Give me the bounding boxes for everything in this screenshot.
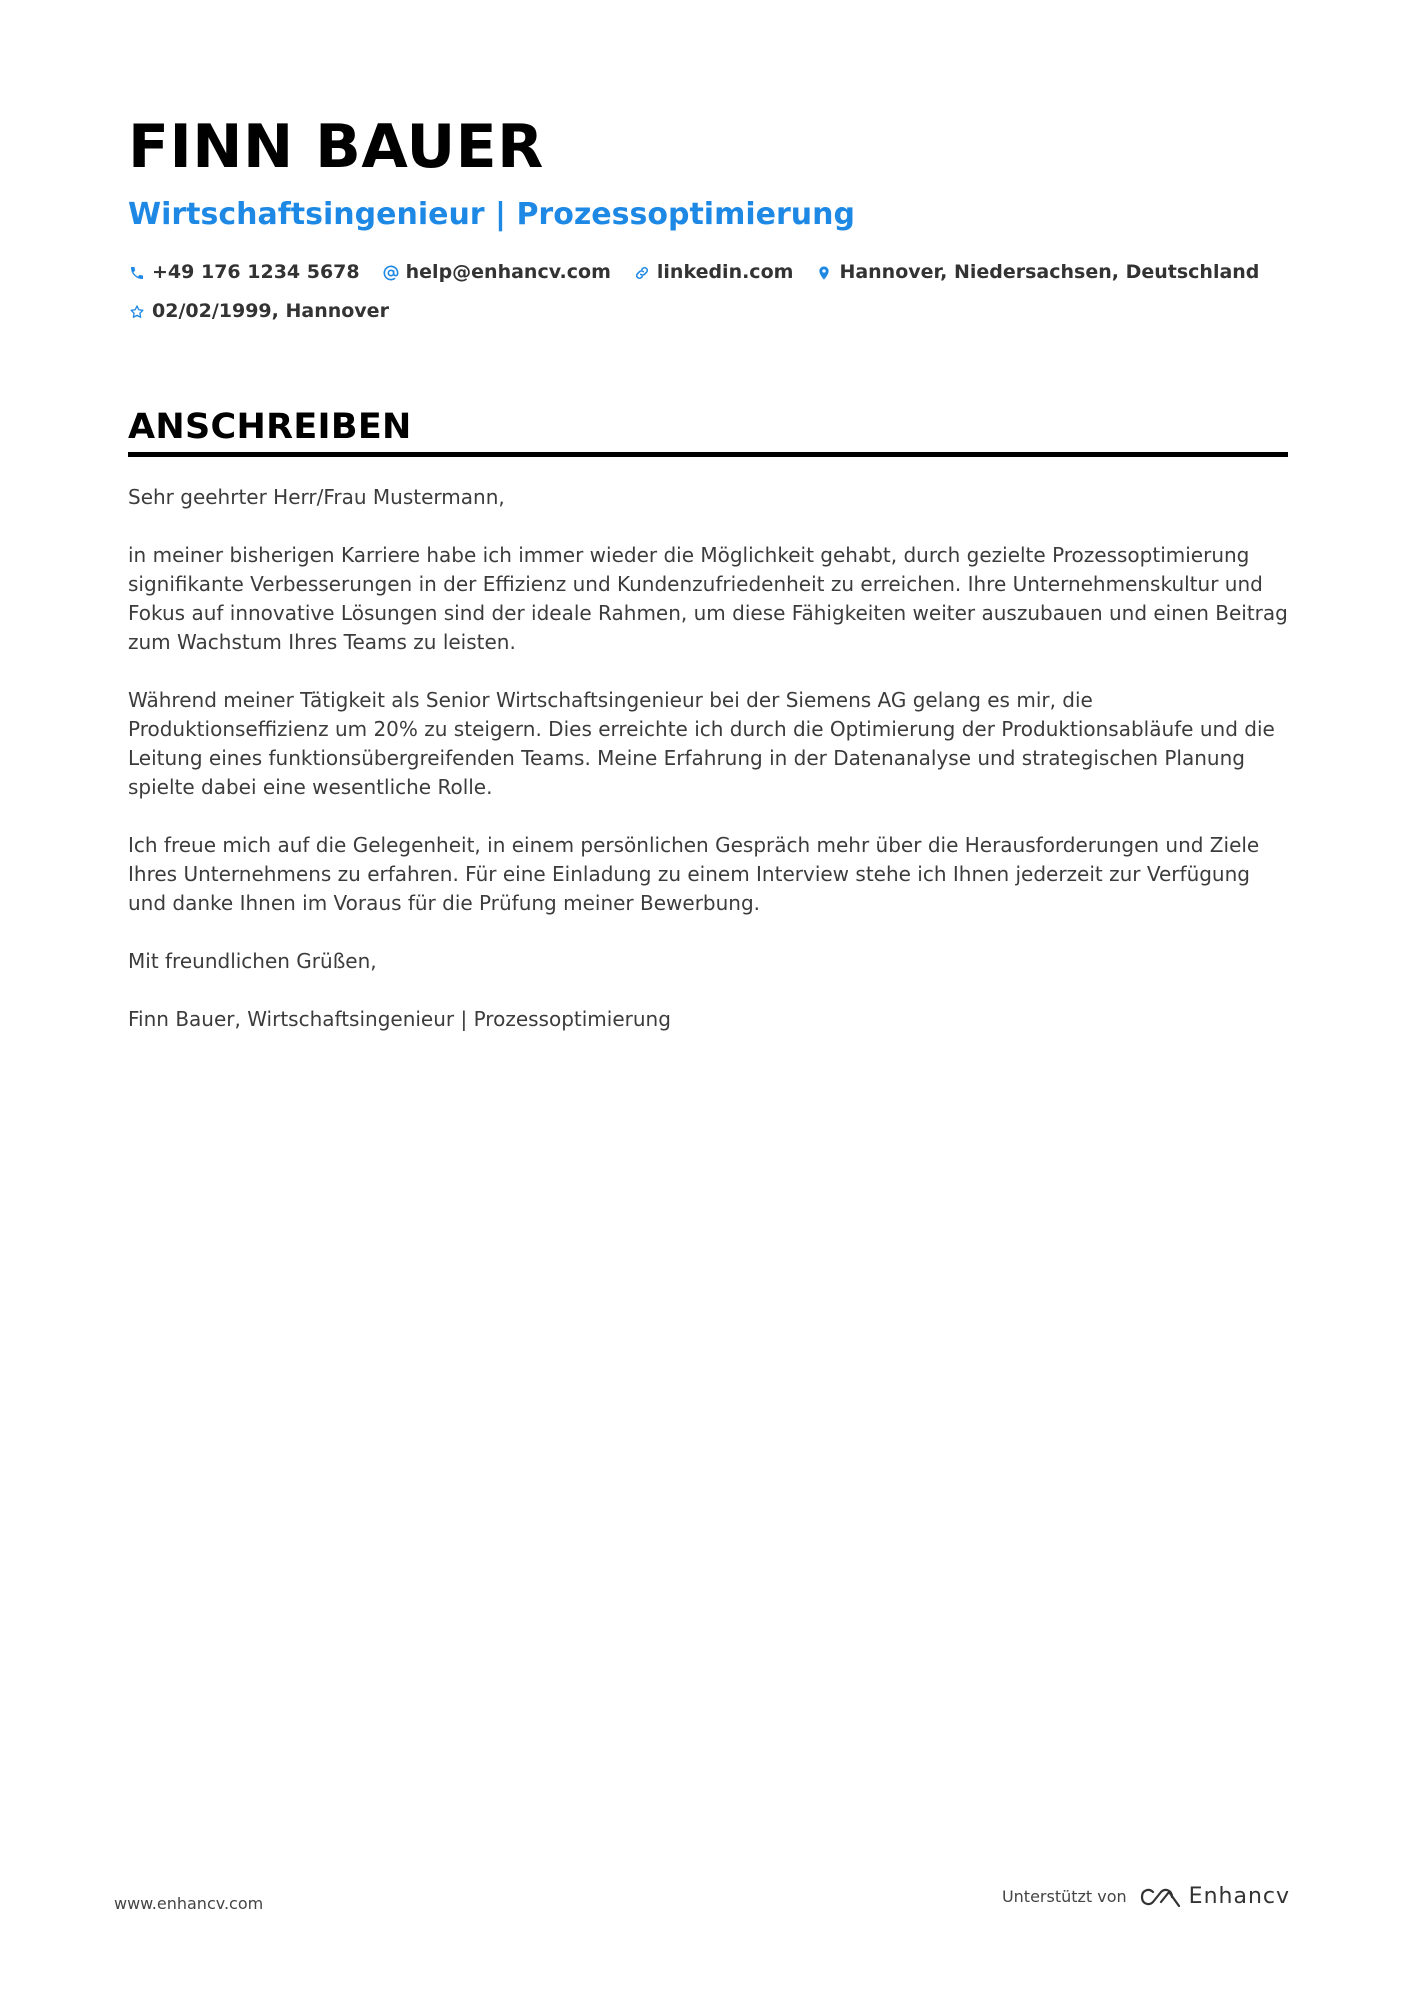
section-divider (128, 452, 1288, 457)
contact-phone (128, 258, 360, 287)
letter-closing: Mit freundlichen Grüßen, (128, 949, 377, 973)
powered-by-text: Unterstützt von (1001, 1887, 1127, 1906)
section-title: ANSCHREIBEN (128, 407, 412, 447)
link-icon (633, 264, 651, 282)
letter-paragraph: Ich freue mich auf die Gelegenheit, in einem persönlichen Gespräch mehr über die Herausforderungen und Ziele Ihres Unternehmens zu erfahren. Für eine Einladung zu einem Interview stehe ich Ihnen jederzeit zur Verfügung und danke Ihnen im Voraus für die Prüfung meiner Bewerbung. (128, 833, 1260, 915)
header (128, 112, 1288, 326)
contact-location (815, 258, 1259, 287)
cover-letter-section (128, 404, 1288, 1063)
email-text: help@enhancv.com (405, 261, 611, 283)
contact-email[interactable] (382, 258, 611, 287)
letter-body (128, 483, 1288, 1034)
letter-signature: Finn Bauer, Wirtschaftsingenieur | Prozessoptimierung (128, 1007, 671, 1031)
letter-paragraph: in meiner bisherigen Karriere habe ich immer wieder die Möglichkeit gehabt, durch gezielte Prozessoptimierung signifikante Verbesserungen in der Effizienz und Kundenzufriedenheit zu erreichen. Ihre Unternehmenskultur und Fokus auf innovative Lösungen sind der ideale Rahmen, um diese Fähigkeiten weiter auszubauen und einen Beitrag zum Wachstum Ihres Teams zu leisten. (128, 543, 1288, 654)
birth-text: 02/02/1999, Hannover (152, 300, 389, 322)
footer-branding (1002, 1884, 1290, 1910)
contact-link[interactable] (633, 258, 794, 287)
letter-paragraph: Während meiner Tätigkeit als Senior Wirtschaftsingenieur bei der Siemens AG gelang es mir, die Produktionseffizienz um 20% zu steigern. Dies erreichte ich durch die Optimierung der Produktionsabläufe und die Leitung eines funktionsübergreifenden Teams. Meine Erfahrung in der Datenanalyse und strategischen Planung spielte dabei eine wesentliche Rolle. (128, 688, 1275, 799)
candidate-headline: Wirtschaftsingenieur | Prozessoptimierung (128, 197, 855, 232)
candidate-name: FINN BAUER (128, 112, 544, 182)
contact-birth (128, 297, 389, 326)
enhancv-logo-icon (1139, 1884, 1183, 1910)
at-icon (382, 264, 400, 282)
phone-text: +49 176 1234 5678 (152, 261, 360, 283)
star-icon (128, 303, 146, 321)
enhancv-logo[interactable] (1139, 1884, 1290, 1910)
contact-list (128, 258, 1288, 326)
phone-icon (128, 264, 146, 282)
footer-website[interactable]: www.enhancv.com (114, 1894, 264, 1913)
link-text: linkedin.com (656, 261, 794, 283)
brand-name: Enhancv (1188, 1884, 1290, 1909)
letter-salutation: Sehr geehrter Herr/Frau Mustermann, (128, 485, 505, 509)
map-pin-icon (815, 264, 833, 282)
location-text: Hannover, Niedersachsen, Deutschland (839, 261, 1260, 283)
